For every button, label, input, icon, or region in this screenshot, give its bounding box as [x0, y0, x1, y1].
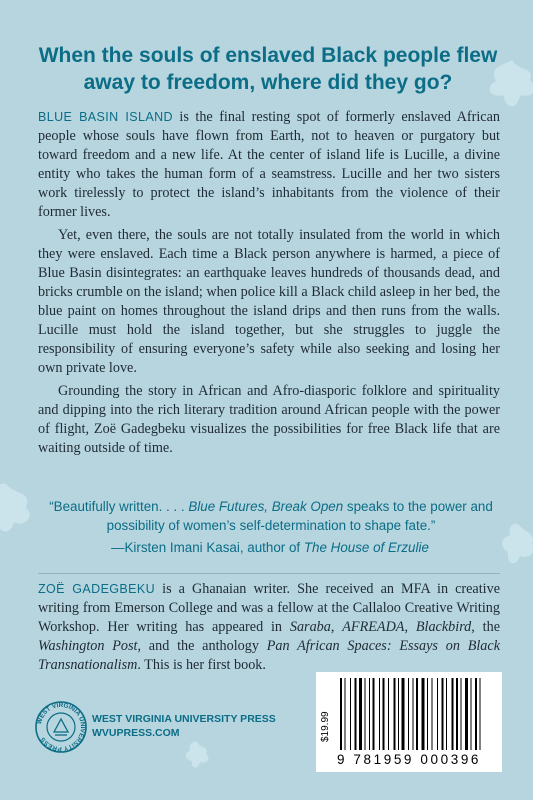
barcode-stripe — [413, 678, 414, 750]
publisher-info — [92, 712, 276, 740]
barcode-stripe — [365, 678, 366, 750]
bio-publication: AFREADA — [342, 619, 405, 635]
author-name: ZOË GADEGBEKU — [38, 582, 156, 596]
barcode-stripe — [461, 678, 462, 750]
isbn-number: 9 781959 000396 — [336, 752, 482, 767]
barcode-stripe — [398, 678, 399, 750]
bio-text: is a Ghanaian writer. She received an MFA in creative writing from Emerson College and was a fellow at the Callaloo Creative Writing Workshop. Her writing has appeared in — [38, 581, 501, 635]
bio-text: , — [330, 619, 343, 635]
description-paragraph-1-text: is the final resting spot of formerly enslaved African people whose souls have flown from Earth, not to heaven or purgatory but toward freedom and a new life. At the center of island life is Lucille, a divine entity who takes the human form of a seamstress. Lucille and her two sisters work tirelessly to protect the island’s inhabitants from the violence of their former lives. — [38, 109, 500, 220]
barcode-stripe — [446, 678, 447, 750]
splash-decoration-left — [0, 480, 36, 540]
description-paragraph-2: Yet, even there, the souls are not totally insulated from the world in which they were enslaved. Each time a Black person anywhere is harmed, a piece of Blue Basin disintegrates: an earthquake leaves hundreds of thousands dead, and bricks crumble on the island; when police kill a Black child asleep in her bed, the blue paint on homes throughout the island drips and then runs from the walls. Lucille must hold the island together, but she struggles to juggle the responsibility of ensuring everyone’s safety while also seeking and losing her own private love. — [38, 227, 500, 376]
bio-text: , — [404, 619, 416, 635]
blurb-quote-title: Blue Futures, Break Open — [188, 499, 344, 514]
headline: When the souls of enslaved Black people flew away to freedom, where did they go? — [38, 44, 498, 94]
barcode-stripe — [427, 678, 428, 750]
barcode-stripe — [456, 678, 458, 750]
svg-text:WEST VIRGINIA UNIVERSITY PRESS: WEST VIRGINIA UNIVERSITY PRESS — [36, 701, 87, 753]
description — [38, 108, 500, 462]
publisher-seal-icon — [34, 700, 88, 754]
barcode-stripe — [408, 678, 409, 750]
description-lead: BLUE BASIN ISLAND — [38, 110, 173, 124]
barcode-stripe — [465, 678, 468, 750]
bio-publication: Saraba — [289, 619, 331, 635]
barcode-stripe — [416, 678, 418, 750]
blurb-attribution — [40, 540, 500, 555]
barcode-stripe — [402, 678, 405, 750]
barcode-stripe — [355, 678, 357, 750]
barcode-stripe — [475, 678, 477, 750]
barcode-stripe — [471, 678, 472, 750]
bio-text: . This is her first book. — [137, 657, 266, 673]
bio-publication: Pan African Spaces: Essays on Black Transnationalism — [38, 638, 500, 673]
blurb-quote-end: speaks to the power and possibility of women’s self-determination to shape fate.” — [106, 499, 493, 533]
barcode-stripe — [350, 678, 351, 750]
blurb-quote-start: “Beautifully written. . . . — [49, 499, 189, 514]
author-bio — [38, 580, 500, 675]
barcode-stripe — [432, 678, 433, 750]
price-label — [320, 686, 332, 746]
splash-decoration-right — [498, 520, 533, 570]
barcode-stripe — [369, 678, 370, 750]
publisher-url[interactable]: WVUPRESS.COM — [92, 727, 180, 739]
barcode-stripe — [379, 678, 380, 750]
publisher-name: WEST VIRGINIA UNIVERSITY PRESS — [92, 713, 276, 725]
bio-publication: Blackbird — [415, 619, 472, 635]
bio-text: , the — [471, 619, 500, 635]
barcode-stripe — [388, 678, 389, 750]
price-text: $19.99 — [320, 711, 331, 742]
barcode-stripe — [422, 678, 425, 750]
bio-publication: Washington Post — [38, 638, 138, 654]
divider — [38, 573, 500, 574]
description-paragraph-1 — [38, 108, 500, 222]
barcode-icon — [338, 678, 494, 750]
barcode-stripe — [373, 678, 375, 750]
barcode-stripe — [442, 678, 444, 750]
barcode-stripe — [480, 678, 481, 750]
barcode-stripe — [452, 678, 454, 750]
blurb-quote — [48, 497, 494, 535]
splash-decoration-bottom — [182, 740, 212, 772]
barcode-stripe — [383, 678, 385, 750]
blurb-attribution-title: The House of Erzulie — [303, 540, 429, 555]
barcode-stripe — [340, 678, 342, 750]
blurb-attribution-text: —Kirsten Imani Kasai, author of — [111, 540, 304, 555]
bio-text: , and the anthology — [137, 638, 267, 654]
description-paragraph-3: Grounding the story in African and Afro-diasporic folklore and spirituality and dipping into the rich literary tradition around African people with the power of flight, Zoë Gadegbeku visualizes the possibilities for free Black life that are waiting outside of time. — [38, 383, 500, 456]
barcode-stripe — [437, 678, 438, 750]
barcode-stripe — [345, 678, 346, 750]
barcode-stripe — [394, 678, 396, 750]
barcode-stripe — [359, 678, 362, 750]
